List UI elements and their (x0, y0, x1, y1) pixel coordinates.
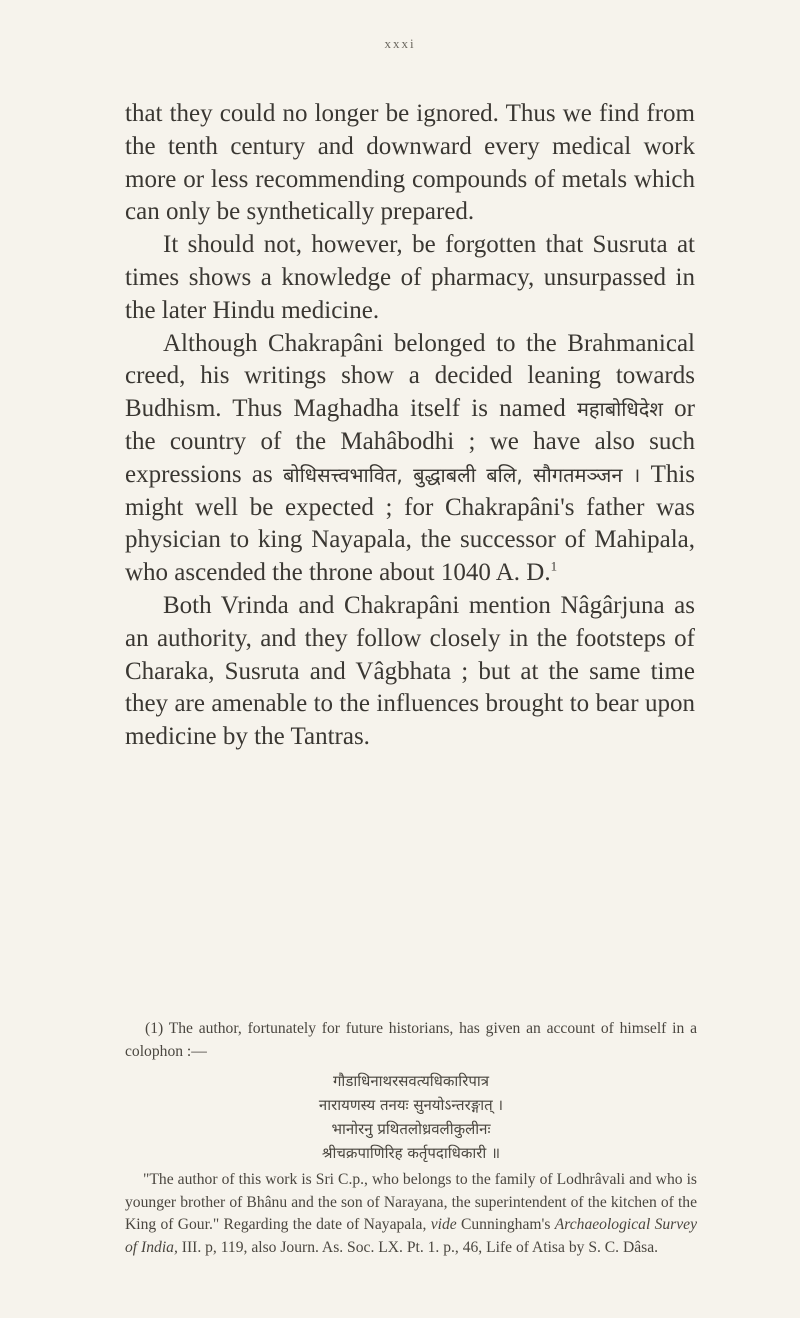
verse-line: नारायणस्य तनयः सुनयोऽन्तरङ्गात् । (318, 1096, 504, 1114)
footnote-1 (125, 1018, 697, 1063)
translation-author: Cunningham's (460, 1216, 551, 1233)
footnote-intro: The author, fortunately for future historians, has given an account of himself in a colophon :— (125, 1020, 697, 1060)
translation-reference: III. p, 119, also Journ. As. Soc. LX. Pt. 1. p., 46, Life of Atisa by S. C. Dâsa. (181, 1238, 659, 1256)
paragraph-1: that they could no longer be ignored. Thus we find from the tenth century and downward every medical work more or less recommending compounds of metals which can only be synthetically prepared. (125, 100, 695, 226)
survey-title: Archaeological Survey of India, (125, 1216, 697, 1256)
paragraph-3-part-a: Although Chakrapâni belonged to the Brahmanical creed, his writings show a decided leaning towards Budhism. Thus Maghadha itself is named (125, 329, 695, 423)
verse-line: श्रीचक्रपाणिरिह कर्तृपदाधिकारी ॥ (321, 1144, 501, 1162)
danda: । (632, 462, 641, 487)
paragraph-3-part-c: This might well be expected ; for Chakrapâni's father was physician to king Nayapala, the successor of Mahipala, who ascended the throne about 1040 A. D. (125, 460, 696, 587)
vide-label: vide (430, 1216, 457, 1233)
verse-line: भानोरनु प्रथितलोध्रवलीकुलीनः (331, 1120, 491, 1138)
footnote-ref[interactable]: 1 (550, 558, 558, 574)
paragraph-2: It should not, however, be forgotten that Susruta at times shows a knowledge of pharmacy, unsurpassed in the later Hindu medicine. (125, 231, 695, 324)
paragraph-4: Both Vrinda and Chakrapâni mention Nâgârjuna as an authority, and they follow closely in the footsteps of Charaka, Susruta and Vâgbhata ; but at the same time they are amenable to the influences brought to bear upon medicine by the Tantras. (125, 591, 695, 751)
page-number: xxxi (384, 36, 416, 51)
body-text (125, 98, 695, 754)
colophon-verse (125, 1069, 697, 1165)
paragraph-3 (125, 328, 695, 590)
translation-text: "The author of this work is Sri C.p., who belongs to the family of Lodhrâvali and who is younger brother of Bhânu and the son of Narayana, the superintendent of the kitchen of the King of Gour." Regarding the date of Nayapala, (125, 1171, 697, 1233)
footnotes (125, 1018, 697, 1259)
devanagari-term-1: महाबोधिदेश (576, 397, 663, 422)
devanagari-terms-2: बोधिसत्त्वभावित, बुद्धाबली बलि, सौगतमञ्जन (283, 462, 623, 487)
paragraph-3-part-b: or the country of the Mahâbodhi ; we have also such expressions as (125, 395, 695, 488)
footnote-marker: (1) (145, 1020, 164, 1037)
verse-line: गौडाधिनाथरसवत्यधिकारिपात्र (332, 1072, 490, 1090)
footnote-translation (125, 1169, 697, 1259)
